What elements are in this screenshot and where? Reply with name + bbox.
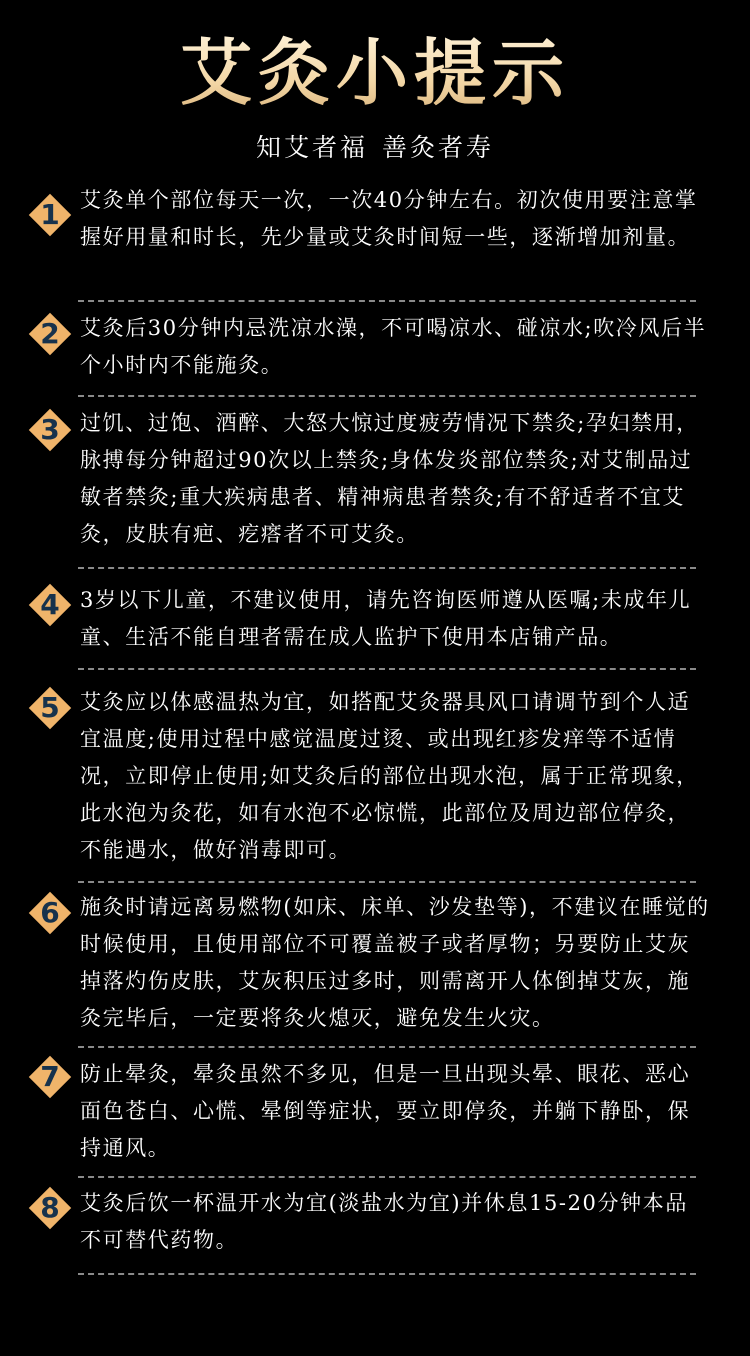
- tip-text: 艾灸后饮一杯温开水为宜(淡盐水为宜)并休息15-20分钟本品不可替代药物。: [80, 1191, 688, 1252]
- tip-text: 过饥、过饱、酒醉、大怒大惊过度疲劳情况下禁灸;孕妇禁用，脉搏每分钟超过90次以上禁灸;身体发炎部位禁灸;对艾制品过敏者禁灸;重大疾病患者、精神病患者禁灸;有不舒适者不宜艾灸，皮肤有疤、疙瘩者不可艾灸。: [80, 411, 699, 546]
- tip-text: 艾灸单个部位每天一次，一次40分钟左右。初次使用要注意掌握好用量和时长，先少量或艾灸时间短一些，逐渐增加剂量。: [80, 188, 698, 249]
- number-badge-icon: [28, 583, 72, 627]
- number-badge-icon: [28, 1186, 72, 1230]
- dashed-divider: [78, 881, 696, 883]
- dashed-divider: [78, 1046, 696, 1048]
- dashed-divider: [78, 395, 696, 397]
- tip-text: 防止晕灸，晕灸虽然不多见，但是一旦出现头晕、眼花、恶心面色苍白、心慌、晕倒等症状，要立即停灸，并躺下静卧，保持通风。: [80, 1062, 691, 1160]
- dashed-divider: [78, 300, 696, 302]
- dashed-divider: [78, 1176, 696, 1178]
- tip-text: 艾灸后30分钟内忌洗凉水澡，不可喝凉水、碰凉水;吹冷风后半个小时内不能施灸。: [80, 316, 707, 377]
- number-badge-icon: [28, 408, 72, 452]
- tip-number: 2: [40, 317, 60, 350]
- page-subtitle: [0, 130, 750, 166]
- number-badge-icon: [28, 312, 72, 356]
- tip-number: 8: [40, 1191, 60, 1224]
- dashed-divider: [78, 567, 696, 569]
- number-badge-icon: [28, 1055, 72, 1099]
- tip-number: 7: [40, 1060, 60, 1093]
- tip-text: 施灸时请远离易燃物(如床、床单、沙发垫等)，不建议在睡觉的时候使用，且使用部位不可覆盖被子或者厚物；另要防止艾灰掉落灼伤皮肤，艾灰积压过多时，则需离开人体倒掉艾灰，施灸完毕后，一定要将灸火熄灭，避免发生火灾。: [80, 895, 710, 1030]
- page-title: 艾灸小提示: [0, 28, 750, 118]
- dashed-divider: [78, 1273, 696, 1275]
- dashed-divider: [78, 668, 696, 670]
- subtitle-part-2: 善灸者寿: [382, 133, 495, 162]
- tip-number: 1: [40, 198, 60, 231]
- subtitle-part-1: 知艾者福: [255, 133, 368, 162]
- number-badge-icon: [28, 193, 72, 237]
- tip-text: 3岁以下儿童，不建议使用，请先咨询医师遵从医嘱;未成年儿童、生活不能自理者需在成人监护下使用本店铺产品。: [80, 588, 692, 649]
- tip-number: 3: [40, 413, 60, 446]
- tip-number: 6: [40, 896, 60, 929]
- number-badge-icon: [28, 891, 72, 935]
- tip-number: 4: [40, 588, 60, 621]
- tip-text: 艾灸应以体感温热为宜，如搭配艾灸器具风口请调节到个人适宜温度;使用过程中感觉温度过烫、或出现红疹发痒等不适情况，立即停止使用;如艾灸后的部位出现水泡，属于正常现象，此水泡为灸花，如有水泡不必惊慌，此部位及周边部位停灸，不能遇水，做好消毒即可。: [80, 690, 699, 862]
- number-badge-icon: [28, 686, 72, 730]
- tip-number: 5: [40, 691, 60, 724]
